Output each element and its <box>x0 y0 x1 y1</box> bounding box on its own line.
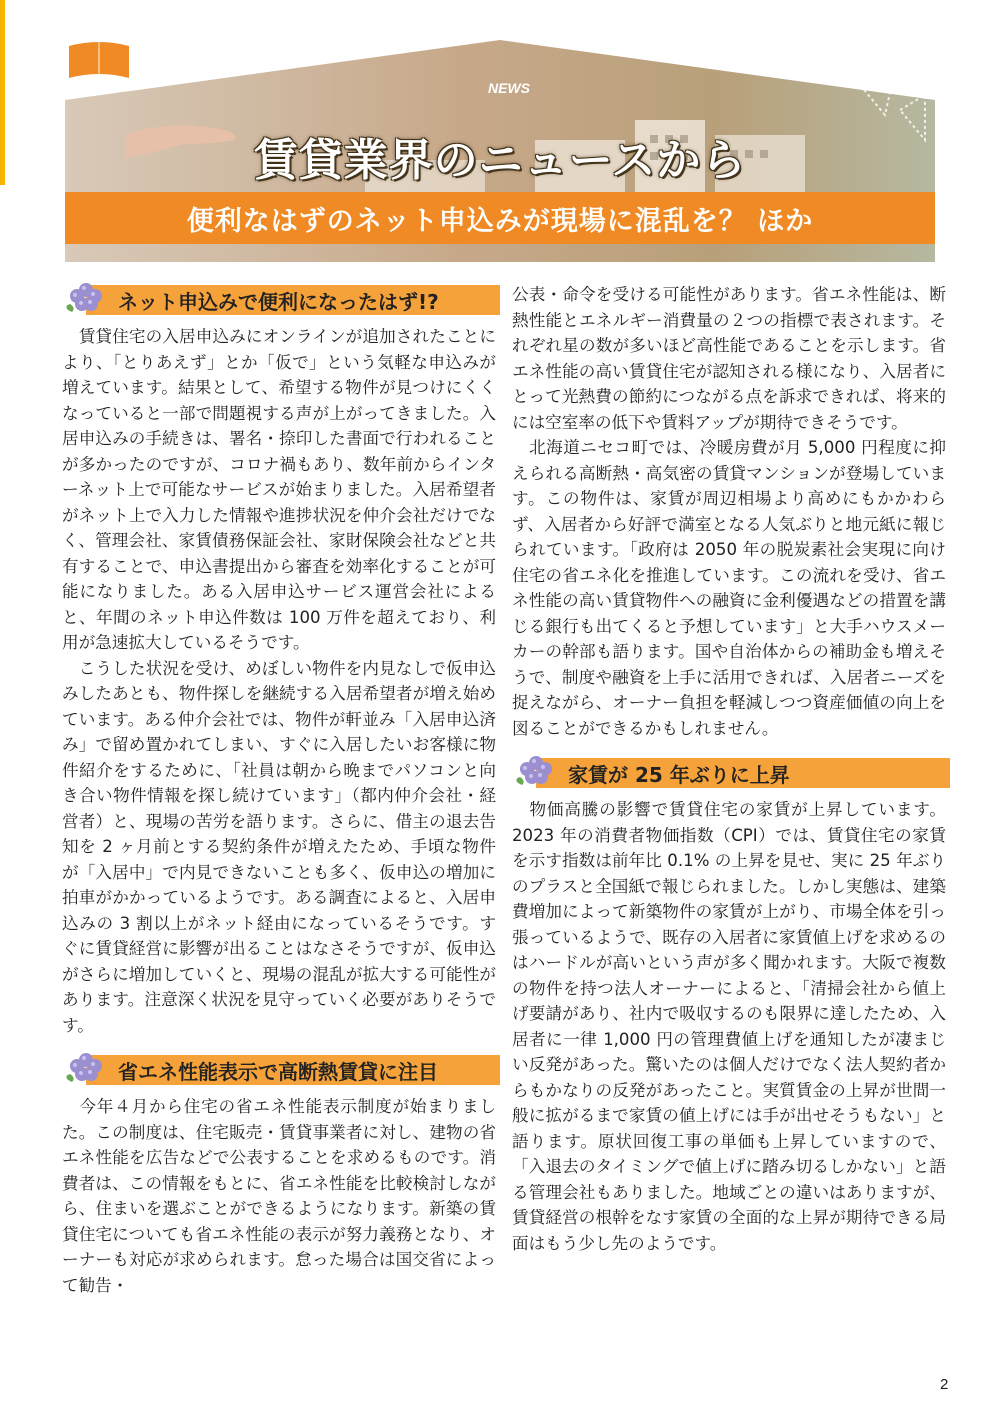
section-heading <box>66 282 496 316</box>
news-book-icon <box>65 40 133 84</box>
page-subtitle: 便利なはずのネット申込みが現場に混乱を？ ほか <box>186 205 814 237</box>
paragraph: 公表・命令を受ける可能性があります。省エネ性能は、断熱性能とエネルギー消費量の２つの指標で表されます。それぞれ星の数が多いほど高性能であることを示します。省エネ性能の高い賃貸住宅が認知される様になり、入居者にとって光熱費の節約につながる点を訴求できれば、将来的には空室率の低下や賃料アップが期待できそうです。 <box>512 285 946 432</box>
section-heading-text: 省エネ性能表示で高断熱賃貸に注目 <box>118 1060 438 1084</box>
section-heading <box>66 1052 496 1086</box>
hydrangea-icon <box>512 749 560 793</box>
section-heading-text: 家賃が 25 年ぶりに上昇 <box>568 763 790 787</box>
right-column <box>512 282 946 1256</box>
paragraph: 北海道ニセコ町では、冷暖房費が月 5,000 円程度に抑えられる高断熱・高気密の賃貸マンションが登場しています。この物件は、家賃が周辺相場より高めにもかかわらず、入居者から好評で満室となる人気ぶりと地元紙に報じられています。「政府は 2050 年の脱炭素社会実現に向け住宅の省エネ化を推進しています。この流れを受け、省エネ性能の高い賃貸物件への融資に金利優遇などの措置を講じる銀行も出てくると予想しています」と大手ハウスメーカーの幹部も語ります。国や自治体からの補助金も増えそうで、制度や融資を上手に活用できれば、入居者ニーズを捉えながら、オーナー負担を軽減しつつ資産価値の向上を図ることができるかもしれません。 <box>512 438 946 738</box>
paragraph: 物価高騰の影響で賃貸住宅の家賃が上昇しています。2023 年の消費者物価指数（CPI）では、賃貸住宅の家賃を示す指数は前年比 0.1% の上昇を見せ、実に 25 年ぶりのプラスと全国紙で報じられました。しかし実態は、建築費増加によって新築物件の家賃が上がり、市場全体を引っ張っているようで、既存の入居者に家賃値上げを求めるのはハードルが高いという声が多く聞かれます。大阪で複数の物件を持つ法人オーナーによると、「清掃会社から値上げ要請があり、社内で吸収するのも限界に達したため、入居者に一律 1,000 円の管理費値上げを通知したが凄まじい反発があった。驚いたのは個人だけでなく法人契約者からもかなりの反発があったこと。実質賃金の上昇が世間一般に拡がるまで家賃の値上げには手が出せそうもない」と語ります。原状回復工事の単価も上昇していますので、「入退去のタイミングで値上げに踏み切るしかない」と語る管理会社もありました。地域ごとの違いはありますが、賃貸経営の根幹をなす家賃の全面的な上昇が期待できる局面はもう少し先のようです。 <box>512 800 946 1253</box>
edge-mark <box>0 0 5 185</box>
subtitle-bar <box>65 192 935 244</box>
page-title: 賃貸業界のニュースから <box>253 135 747 186</box>
news-badge: NEWS <box>488 80 530 96</box>
header-banner <box>65 40 935 262</box>
left-column <box>62 282 496 1298</box>
section-heading <box>516 755 946 789</box>
hydrangea-icon <box>62 1046 110 1090</box>
paragraph: こうした状況を受け、めぼしい物件を内見なしで仮申込みしたあとも、物件探しを継続する入居希望者が増え始めています。ある仲介会社では、物件が軒並み「入居申込済み」で留め置かれてしまい、すぐに入居したいお客様に物件紹介をするために、「社員は朝から晩までパソコンと向き合い物件情報を探し続けています」（都内仲介会社・経営者）と、現場の苦労を語ります。さらに、借主の退去告知を 2 ヶ月前とする契約条件が増えたため、手頃な物件が「入居中」で内見できないことも多く、仮申込の増加に拍車がかかっているようです。ある調査によると、入居申込みの 3 割以上がネット経由になっているそうです。すぐに賃貸経営に影響が出ることはなさそうですが、仮申込がさらに増加していくと、現場の混乱が拡大する可能性があります。注意深く状況を見守っていく必要がありそうです。 <box>62 658 496 1035</box>
section-heading-text: ネット申込みで便利になったはず!? <box>118 290 439 314</box>
paragraph: 賃貸住宅の入居申込みにオンラインが追加されたことにより、「とりあえず」とか「仮で」という気軽な申込みが増えています。結果として、希望する物件が見つけにくくなっていると一部で問題視する声が上がってきました。入居申込みの手続きは、署名・捺印した書面で行われることが多かったのですが、コロナ禍もあり、数年前からインターネット上で可能なサービスが始まりました。入居希望者がネット上で入力した情報や進捗状況を仲介会社だけでなく、管理会社、家賃債務保証会社、家財保険会社などと共有することで、申込書提出から審査を効率化することが可能になりました。ある入居申込サービス運営会社によると、年間のネット申込件数は 100 万件を超えており、利用が急速拡大しているそうです。 <box>62 327 496 652</box>
paragraph: 今年４月から住宅の省エネ性能表示制度が始まりました。この制度は、住宅販売・賃貸事業者に対し、建物の省エネ性能を広告などで公表することを求めるものです。消費者は、この情報をもとに、省エネ性能を比較検討しながら、住まいを選ぶことができるようになります。新築の賃貸住宅についても省エネ性能の表示が努力義務となり、オーナーも対応が求められます。怠った場合は国交省によって勧告・ <box>62 1097 496 1295</box>
page-number: 2 <box>940 1376 949 1393</box>
hydrangea-icon <box>62 276 110 320</box>
